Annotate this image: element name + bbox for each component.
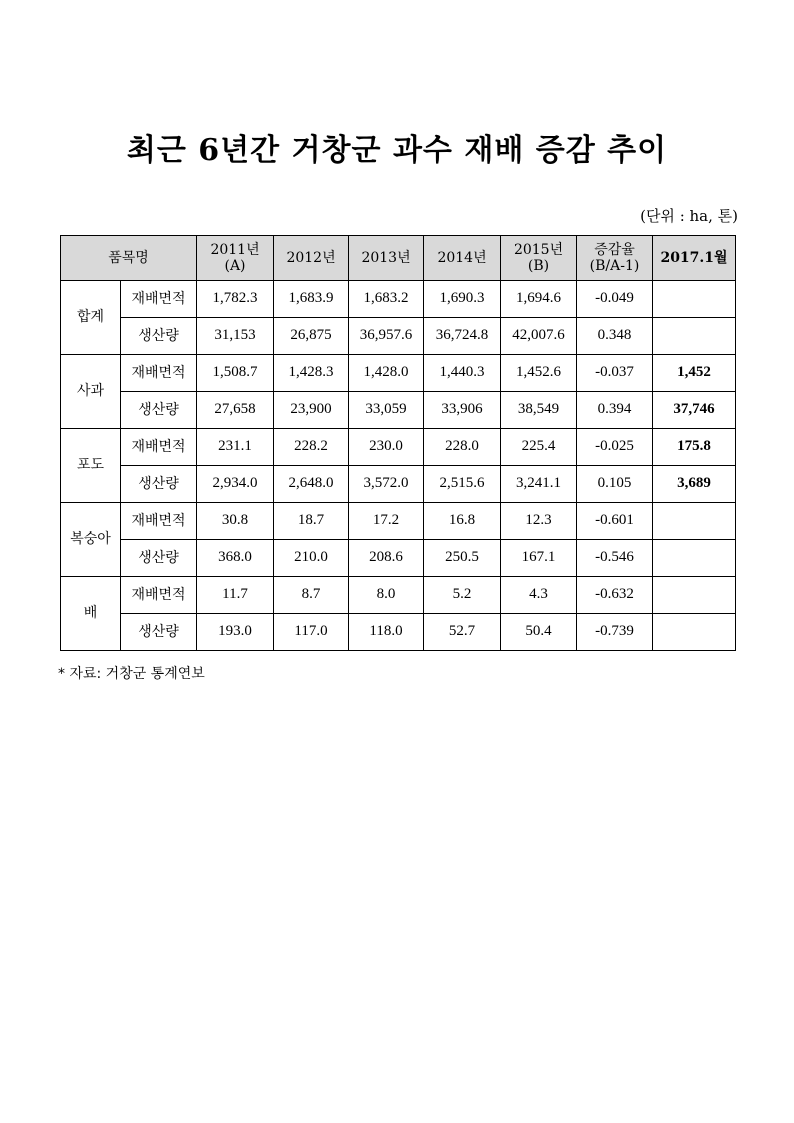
value-cell: 26,875 <box>274 318 349 355</box>
data-table <box>60 235 736 651</box>
value-cell: 1,428.3 <box>274 355 349 392</box>
group-name-cell: 포도 <box>61 429 121 503</box>
header-2014: 2014년 <box>424 236 501 281</box>
table-row <box>61 429 736 466</box>
value-cell: 225.4 <box>501 429 577 466</box>
group-name-cell: 사과 <box>61 355 121 429</box>
header-2011 <box>197 236 274 281</box>
value-cell: 228.2 <box>274 429 349 466</box>
value-cell: -0.601 <box>577 503 653 540</box>
table-row <box>61 281 736 318</box>
value-cell: -0.632 <box>577 577 653 614</box>
header-2017: 2017.1월 <box>653 236 736 281</box>
header-2015-sub: (B) <box>527 258 550 274</box>
value-cell: 2,934.0 <box>197 466 274 503</box>
value-cell-2017 <box>653 503 736 540</box>
value-cell: 1,683.2 <box>349 281 424 318</box>
header-2012: 2012년 <box>274 236 349 281</box>
value-cell: 23,900 <box>274 392 349 429</box>
table-row <box>61 577 736 614</box>
value-cell-2017: 3,689 <box>653 466 736 503</box>
header-2011-sub: (A) <box>224 258 246 274</box>
value-cell: 18.7 <box>274 503 349 540</box>
table-header-row <box>61 236 736 281</box>
header-2013: 2013년 <box>349 236 424 281</box>
value-cell: 16.8 <box>424 503 501 540</box>
value-cell: 0.348 <box>577 318 653 355</box>
value-cell: 1,782.3 <box>197 281 274 318</box>
value-cell: 167.1 <box>501 540 577 577</box>
value-cell: 118.0 <box>349 614 424 651</box>
value-cell: -0.739 <box>577 614 653 651</box>
group-name-cell: 배 <box>61 577 121 651</box>
group-name-cell: 합계 <box>61 281 121 355</box>
value-cell: 117.0 <box>274 614 349 651</box>
row-label-cell: 생산량 <box>121 392 197 429</box>
value-cell: 8.0 <box>349 577 424 614</box>
table-row <box>61 466 736 503</box>
header-item: 품목명 <box>61 236 197 281</box>
table-row <box>61 614 736 651</box>
header-rate-sub: (B/A-1) <box>589 258 640 274</box>
table-row <box>61 392 736 429</box>
value-cell-2017: 37,746 <box>653 392 736 429</box>
row-label-cell: 재배면적 <box>121 281 197 318</box>
table-row <box>61 540 736 577</box>
value-cell: 33,906 <box>424 392 501 429</box>
value-cell: 1,694.6 <box>501 281 577 318</box>
group-name-cell: 복숭아 <box>61 503 121 577</box>
value-cell: 11.7 <box>197 577 274 614</box>
value-cell: 2,648.0 <box>274 466 349 503</box>
value-cell: 5.2 <box>424 577 501 614</box>
value-cell: 31,153 <box>197 318 274 355</box>
value-cell-2017 <box>653 614 736 651</box>
value-cell: 17.2 <box>349 503 424 540</box>
value-cell: 27,658 <box>197 392 274 429</box>
table-body <box>61 281 736 651</box>
row-label-cell: 생산량 <box>121 318 197 355</box>
value-cell: -0.037 <box>577 355 653 392</box>
header-rate <box>577 236 653 281</box>
value-cell: 210.0 <box>274 540 349 577</box>
row-label-cell: 재배면적 <box>121 503 197 540</box>
value-cell: 1,452.6 <box>501 355 577 392</box>
page-title: 최근 6년간 거창군 과수 재배 증감 추이 <box>126 133 668 168</box>
table-row <box>61 355 736 392</box>
value-cell: -0.025 <box>577 429 653 466</box>
value-cell: 0.394 <box>577 392 653 429</box>
value-cell: 250.5 <box>424 540 501 577</box>
header-2011-year: 2011년 <box>210 241 260 258</box>
value-cell: -0.049 <box>577 281 653 318</box>
value-cell: 0.105 <box>577 466 653 503</box>
value-cell: 36,724.8 <box>424 318 501 355</box>
unit-label: (단위 : ha, 톤) <box>640 207 738 225</box>
value-cell: -0.546 <box>577 540 653 577</box>
value-cell: 1,683.9 <box>274 281 349 318</box>
row-label-cell: 재배면적 <box>121 355 197 392</box>
value-cell: 3,572.0 <box>349 466 424 503</box>
value-cell-2017 <box>653 540 736 577</box>
value-cell: 36,957.6 <box>349 318 424 355</box>
value-cell: 1,440.3 <box>424 355 501 392</box>
value-cell: 193.0 <box>197 614 274 651</box>
value-cell: 33,059 <box>349 392 424 429</box>
value-cell-2017 <box>653 577 736 614</box>
value-cell: 42,007.6 <box>501 318 577 355</box>
header-2015 <box>501 236 577 281</box>
source-note: * 자료: 거창군 통계연보 <box>58 666 205 682</box>
value-cell: 228.0 <box>424 429 501 466</box>
value-cell: 8.7 <box>274 577 349 614</box>
value-cell: 1,428.0 <box>349 355 424 392</box>
value-cell: 1,690.3 <box>424 281 501 318</box>
value-cell: 50.4 <box>501 614 577 651</box>
value-cell-2017 <box>653 318 736 355</box>
value-cell: 1,508.7 <box>197 355 274 392</box>
header-2015-year: 2015년 <box>513 241 564 258</box>
value-cell: 230.0 <box>349 429 424 466</box>
value-cell-2017: 1,452 <box>653 355 736 392</box>
value-cell: 208.6 <box>349 540 424 577</box>
row-label-cell: 재배면적 <box>121 429 197 466</box>
row-label-cell: 생산량 <box>121 466 197 503</box>
value-cell: 3,241.1 <box>501 466 577 503</box>
table-row <box>61 503 736 540</box>
table-row <box>61 318 736 355</box>
value-cell: 52.7 <box>424 614 501 651</box>
value-cell: 231.1 <box>197 429 274 466</box>
row-label-cell: 재배면적 <box>121 577 197 614</box>
value-cell-2017: 175.8 <box>653 429 736 466</box>
row-label-cell: 생산량 <box>121 540 197 577</box>
value-cell: 2,515.6 <box>424 466 501 503</box>
header-rate-label: 증감율 <box>594 241 635 258</box>
row-label-cell: 생산량 <box>121 614 197 651</box>
value-cell: 4.3 <box>501 577 577 614</box>
value-cell: 12.3 <box>501 503 577 540</box>
value-cell: 368.0 <box>197 540 274 577</box>
value-cell-2017 <box>653 281 736 318</box>
value-cell: 38,549 <box>501 392 577 429</box>
value-cell: 30.8 <box>197 503 274 540</box>
